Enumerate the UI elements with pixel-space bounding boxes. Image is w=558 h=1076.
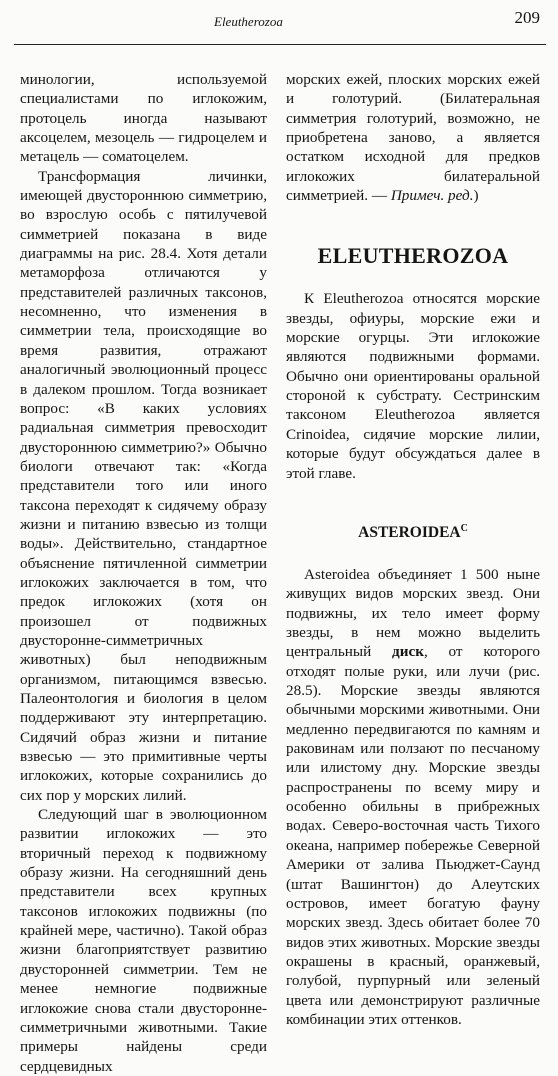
running-title: Eleutherozoa xyxy=(214,14,283,29)
right-column xyxy=(286,70,540,1029)
paragraph-text: морских ежей, плоских морских ежей и голотурий. (Билатеральная симметрия голотурий, возможно, не приобретена заново, а является остатком исходной для предков иглокожих билатеральной симметрией. — xyxy=(286,71,540,205)
subsection-superscript: C xyxy=(460,522,468,534)
page-number: 209 xyxy=(514,8,540,27)
paragraph xyxy=(286,565,540,1029)
subsection-heading xyxy=(286,519,540,543)
paragraph: Следующий шаг в эволюционном развитии иглокожих — это вторичный переход к подвижному образу жизни. На сегодняшний день представители всех крупных таксонов иглокожих подвижны (по крайней мере, частично). Такой образ жизни благоприятствует развитию двусторонней симметрии. Тем не менее немногие подвижные иглокожие снова стали двусторонне-симметричными животными. Такие примеры найдены среди сердцевидных xyxy=(20,806,267,1075)
subsection-title: ASTEROIDEA xyxy=(358,524,461,541)
header-rule xyxy=(14,44,546,45)
bold-term: диск xyxy=(392,643,424,661)
paragraph-text: , от которого отходят полые руки, или лучи (рис. 28.5). Морские звезды являются обычными морскими животными. Они медленно передвигаются по камням и раковинам или ползают по песчаному или илистому дну. Морские звезды распространены по всему миру и особенно обильны в прибрежных водах. Северо-восточная часть Тихого океана, например побережье Северной Америки от залива Пьюджет-Саунд (штат Вашингтон) до Алеутских островов, имеет богатую фауну морских звезд. Здесь обитает более 70 видов этих животных. Морские звезды окрашены в красный, оранжевый, голубой, пурпурный или зеленый цвета или демонстрируют различные комбинации этих оттенков. xyxy=(286,643,540,1028)
page-header xyxy=(14,2,546,42)
paragraph-end: ) xyxy=(473,187,479,205)
left-column xyxy=(20,70,267,1076)
paragraph: К Eleutherozoa относятся морские звезды, офиуры, морские ежи и морские огурцы. Эти иглокожие являются подвижными формами. Обычно они ориентированы оральной стороной к субстрату. Сестринским таксоном Eleutherozoa является Crinoidea, сидячие морские лилии, которые будут обсуждаться далее в этой главе. xyxy=(286,290,540,482)
paragraph: Трансформация личинки, имеющей двустороннюю симметрию, во взрослую особь с пятилучевой симметрией показана в виде диаграммы на рис. 28.4. Хотя детали метаморфоза отличаются у представителей различных таксонов, несомненно, что изменения в симметрии тела, происходящие во время развития, отражают аналогичный эволюционный процесс в далеком прошлом. Тогда возникает вопрос: «В каких условиях радиальная симметрия превосходит двустороннюю симметрию?» Обычно биологи отвечают так: «Когда представители того или иного таксона переходят к сидячему образу жизни и питанию взвесью из толщи воды». Действительно, стандартное объяснение пятичленной симметрии иглокожих заключается в том, что предок иглокожих (хотя он произошел от подвижных двусторонне-симметричных животных) был неподвижным организмом, питающимся взвесью. Палеонтология и биология в целом поддерживают эту интерпретацию. Сидячий образ жизни и питание взвесью — это примитивные черты иглокожих, которые сохранились до сих пор у морских лилий. xyxy=(20,167,267,804)
section-heading: ELEUTHEROZOA xyxy=(317,243,509,269)
editor-note: Примеч. ред. xyxy=(390,187,474,205)
paragraph-text: Asteroidea объединяет 1 500 ныне живущих видов морских звезд. Они подвижны, их тело имеет форму звезды, в нем можно выделить центральный xyxy=(286,566,540,661)
paragraph xyxy=(286,70,540,205)
paragraph: минологии, используемой специалистами по иглокожим, протоцель иногда называют аксоцелем, мезоцель — гидроцелем и метацель — соматоцелем. xyxy=(20,71,267,166)
